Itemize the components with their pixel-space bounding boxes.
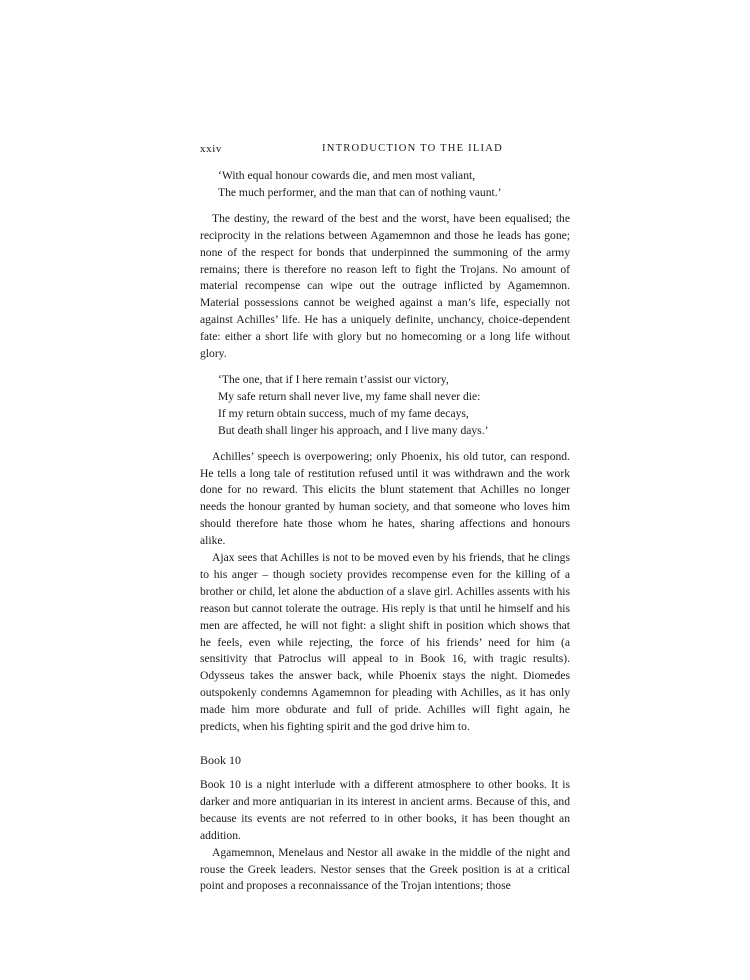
verse-line: But death shall linger his approach, and I live many days.’ bbox=[218, 423, 489, 437]
verse-line: The much performer, and the man that can of nothing vaunt.’ bbox=[218, 185, 502, 199]
page-number: xxiv bbox=[200, 143, 222, 155]
verse-quote-2 bbox=[218, 372, 570, 440]
verse-line: My safe return shall never live, my fame shall never die: bbox=[218, 389, 481, 403]
verse-line: If my return obtain success, much of my fame decays, bbox=[218, 406, 469, 420]
paragraph-destiny: The destiny, the reward of the best and the worst, have been equalised; the reciprocity in the relations between Agamemnon and those he leads has gone; none of the respect for bonds that underpinned the summoning of the army remains; there is therefore no reason left to fight the Trojans. No amount of material recompense can wipe out the outrage inflicted by Agamemnon. Material possessions cannot be weighed against a man’s life, especially not against Achilles’ life. He has a uniquely definite, unchancy, choice-dependent fate: either a short life with glory but no homecoming or a long life without glory. bbox=[200, 211, 570, 361]
book-page bbox=[200, 143, 570, 895]
verse-quote-1 bbox=[218, 168, 570, 202]
verse-line: ‘With equal honour cowards die, and men most valiant, bbox=[218, 169, 476, 182]
paragraph-agamemnon-night: Agamemnon, Menelaus and Nestor all awake in the middle of the night and rouse the Greek leaders. Nestor senses that the Greek position is at a critical point and proposes a reconnaissance of the Trojan intentions; those bbox=[200, 845, 570, 893]
verse-line: ‘The one, that if I here remain t’assist our victory, bbox=[218, 372, 449, 386]
paragraph-ajax: Ajax sees that Achilles is not to be moved even by his friends, that he clings to his anger – though society provides recompense even for the killing of a brother or child, let alone the abduction of a slave girl. Achilles assents with his reason but cannot tolerate the outrage. His reply is that until he himself and his men are affected, he will not fight: a slight shift in position which shows that he feels, even while rejecting, the force of his friends’ need for him (a sensitivity that Patroclus will appeal to in Book 16, with tragic results). Odysseus takes the answer back, while Phoenix stays the night. Diomedes outspokenly condemns Agamemnon for pleading with Achilles, as it has only made him more obdurate and full of pride. Achilles will fight again, he predicts, when his fighting spirit and the god drive him to. bbox=[200, 551, 570, 734]
running-head bbox=[200, 143, 570, 159]
section-heading: Book 10 bbox=[200, 753, 242, 767]
paragraph-book10-intro: Book 10 is a night interlude with a different atmosphere to other books. It is darker and more antiquarian in its interest in ancient arms. Because of this, and because its events are not referred to in other books, it has been thought an addition. bbox=[200, 778, 570, 842]
running-title: INTRODUCTION TO THE ILIAD bbox=[322, 143, 503, 154]
paragraph-achilles-speech: Achilles’ speech is overpowering; only Phoenix, his old tutor, can respond. He tells a long tale of restitution refused until it was withdrawn and the work done for no reward. This elicits the blunt statement that Achilles no longer needs the honour granted by human society, and that someone who loves him should therefore hate those whom he hates, sharing affections and honours alike. bbox=[200, 449, 570, 548]
